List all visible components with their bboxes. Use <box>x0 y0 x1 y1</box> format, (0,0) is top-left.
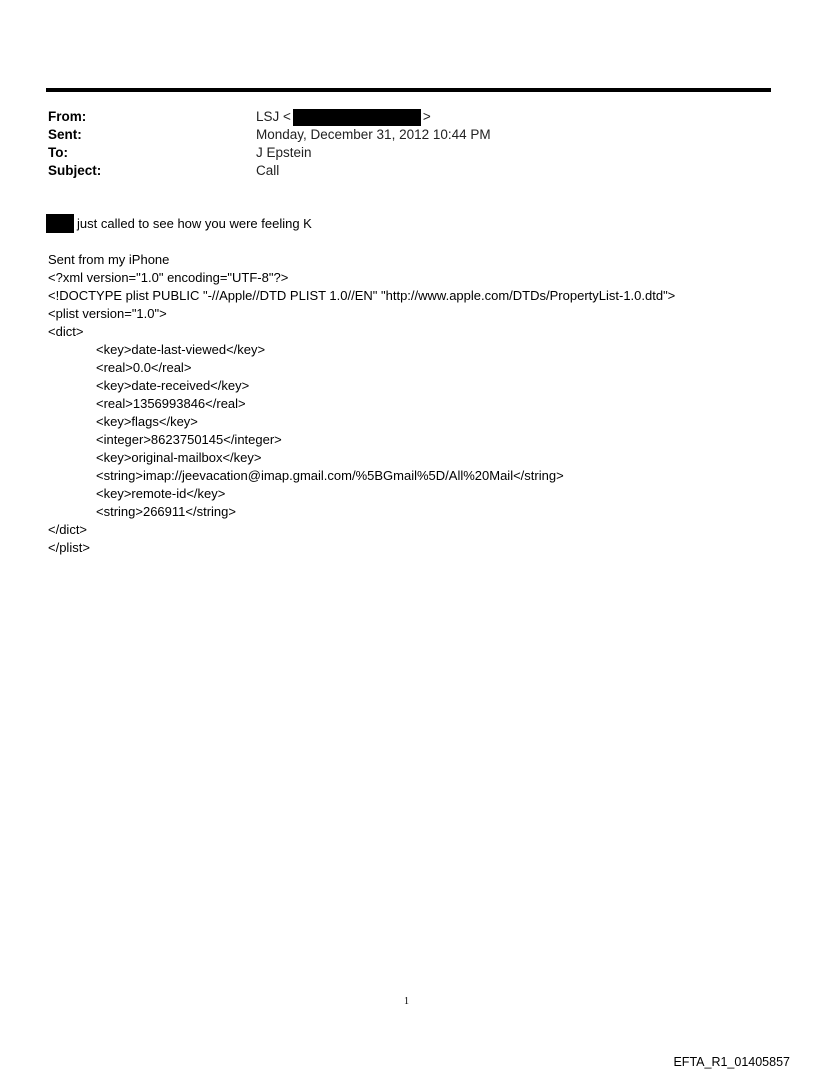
plist-line: <key>date-received</key> <box>96 378 250 393</box>
plist-line: <plist version="1.0"> <box>48 306 167 321</box>
sent-row <box>48 126 748 144</box>
plist-line: </dict> <box>48 522 88 537</box>
document-id: EFTA_R1_01405857 <box>673 1055 790 1069</box>
redaction-box <box>293 109 421 126</box>
subject-label: Subject: <box>48 163 102 178</box>
plist-line: <key>flags</key> <box>96 414 198 429</box>
sent-label: Sent: <box>48 127 82 142</box>
to-row <box>48 144 748 162</box>
from-suffix: > <box>422 109 431 124</box>
to-label: To: <box>48 145 68 160</box>
from-value <box>256 108 431 126</box>
sent-value: Monday, December 31, 2012 10:44 PM <box>256 127 491 142</box>
from-name: LSJ < <box>256 109 291 124</box>
from-label: From: <box>48 109 87 124</box>
plist-line: <string>266911</string> <box>96 504 236 519</box>
plist-line: <string>imap://jeevacation@imap.gmail.com/%5BGmail%5D/All%20Mail</string> <box>96 468 564 483</box>
header-rule <box>46 88 771 92</box>
plist-line: <dict> <box>48 324 84 339</box>
plist-line: <integer>8623750145</integer> <box>96 432 282 447</box>
plist-line: <?xml version="1.0" encoding="UTF-8"?> <box>48 270 289 285</box>
from-row <box>48 108 748 126</box>
plist-line: </plist> <box>48 540 90 555</box>
plist-line: <real>1356993846</real> <box>96 396 246 411</box>
signature-text: Sent from my iPhone <box>48 252 170 267</box>
email-header <box>48 108 748 180</box>
plist-line: <!DOCTYPE plist PUBLIC "-//Apple//DTD PLIST 1.0//EN" "http://www.apple.com/DTDs/PropertyList-1.0.dtd"> <box>48 288 676 303</box>
subject-value: Call <box>256 163 280 178</box>
plist-line: <key>original-mailbox</key> <box>96 450 262 465</box>
redaction-box <box>46 214 74 233</box>
to-value: J Epstein <box>256 145 312 160</box>
plist-line: <key>date-last-viewed</key> <box>96 342 266 357</box>
subject-row <box>48 162 748 180</box>
message-text: just called to see how you were feeling K <box>77 216 312 231</box>
plist-line: <real>0.0</real> <box>96 360 192 375</box>
page-number: 1 <box>404 996 409 1007</box>
plist-line: <key>remote-id</key> <box>96 486 226 501</box>
